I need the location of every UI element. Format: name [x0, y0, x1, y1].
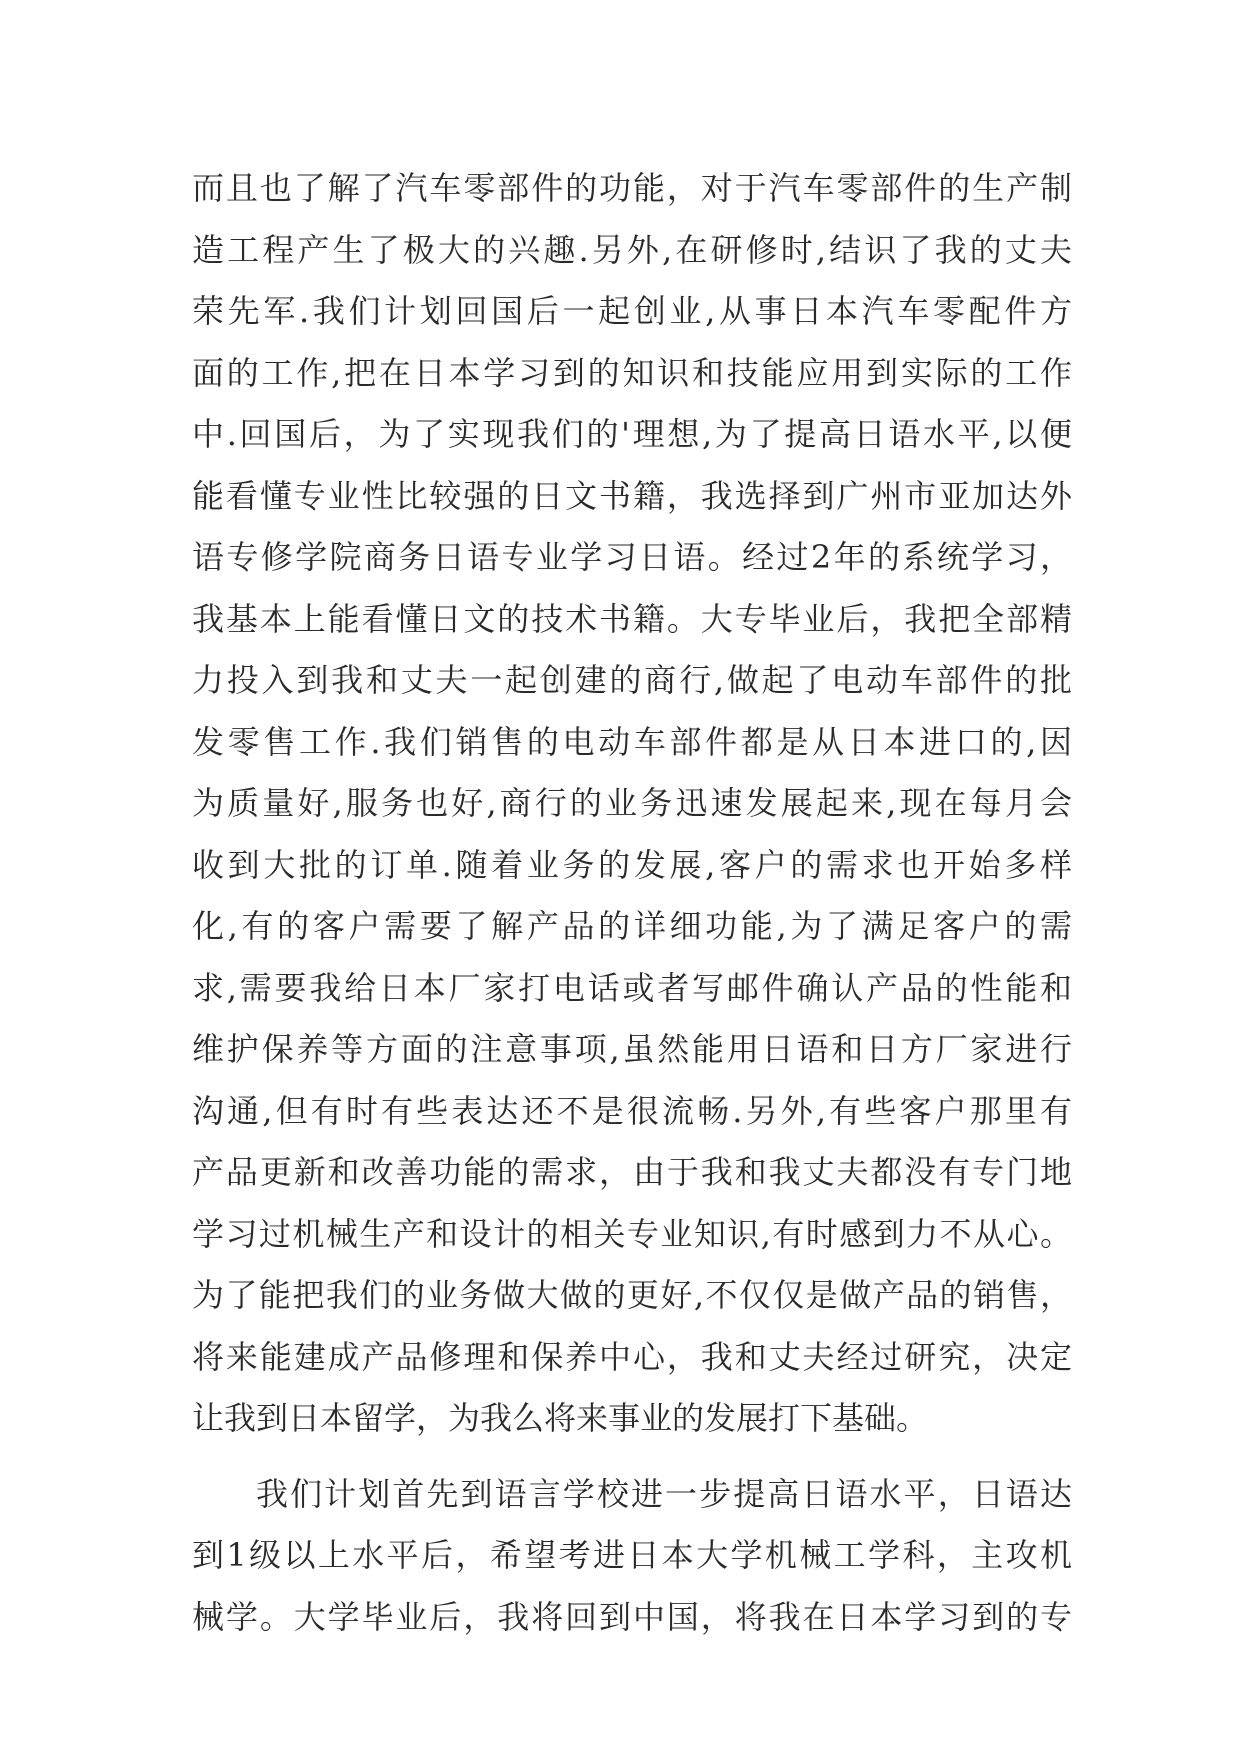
text-line: 产品更新和改善功能的需求，由于我和我丈夫都没有专门地 — [192, 1153, 1072, 1191]
text-line: 沟通,但有时有些表达还不是很流畅.另外,有些客户那里有 — [192, 1091, 1072, 1130]
text-line: 发零售工作.我们销售的电动车部件都是从日本进口的,因 — [192, 722, 1072, 761]
text-line: 化,有的客户需要了解产品的详细功能,为了满足客户的需 — [192, 907, 1072, 945]
text-line: 让我到日本留学，为我么将来事业的发展打下基础。 — [192, 1399, 929, 1437]
text-line: 到1级以上水平后，希望考进日本大学机械工学科，主攻机 — [192, 1536, 1072, 1574]
text-line: 而且也了解了汽车零部件的功能，对于汽车零部件的生产制 — [192, 169, 1072, 207]
document-body — [192, 158, 1072, 1648]
text-line: 面的工作,把在日本学习到的知识和技能应用到实际的工作 — [192, 353, 1072, 392]
paragraph-2 — [192, 1464, 1072, 1649]
text-line: 械学。大学毕业后，我将回到中国，将我在日本学习到的专 — [192, 1597, 1072, 1636]
paragraph-1 — [192, 158, 1072, 1450]
text-line: 造工程产生了极大的兴趣.另外,在研修时,结识了我的丈夫 — [192, 230, 1072, 269]
text-line: 维护保养等方面的注意事项,虽然能用日语和日方厂家进行 — [192, 1030, 1072, 1068]
text-line: 语专修学院商务日语专业学习日语。经过2年的系统学习， — [192, 538, 1072, 576]
text-line: 力投入到我和丈夫一起创建的商行,做起了电动车部件的批 — [192, 661, 1072, 699]
text-line: 我们计划首先到语言学校进一步提高日语水平，日语达 — [256, 1474, 1072, 1513]
text-line: 求,需要我给日本厂家打电话或者写邮件确认产品的性能和 — [192, 968, 1072, 1007]
paragraph-gap — [192, 1450, 1072, 1464]
text-line: 学习过机械生产和设计的相关专业知识,有时感到力不从心。 — [192, 1214, 1072, 1253]
text-line: 为质量好,服务也好,商行的业务迅速发展起来,现在每月会 — [192, 784, 1072, 822]
text-line: 能看懂专业性比较强的日文书籍，我选择到广州市亚加达外 — [192, 476, 1072, 515]
text-line: 为了能把我们的业务做大做的更好,不仅仅是做产品的销售， — [192, 1276, 1072, 1314]
text-line: 收到大批的订单.随着业务的发展,客户的需求也开始多样 — [192, 845, 1072, 884]
text-line: 荣先军.我们计划回国后一起创业,从事日本汽车零配件方 — [192, 292, 1072, 330]
text-line: 中.回国后，为了实现我们的'理想,为了提高日语水平,以便 — [192, 415, 1072, 453]
text-line: 将来能建成产品修理和保养中心，我和丈夫经过研究，决定 — [192, 1337, 1072, 1376]
text-line: 我基本上能看懂日文的技术书籍。大专毕业后，我把全部精 — [192, 599, 1072, 638]
